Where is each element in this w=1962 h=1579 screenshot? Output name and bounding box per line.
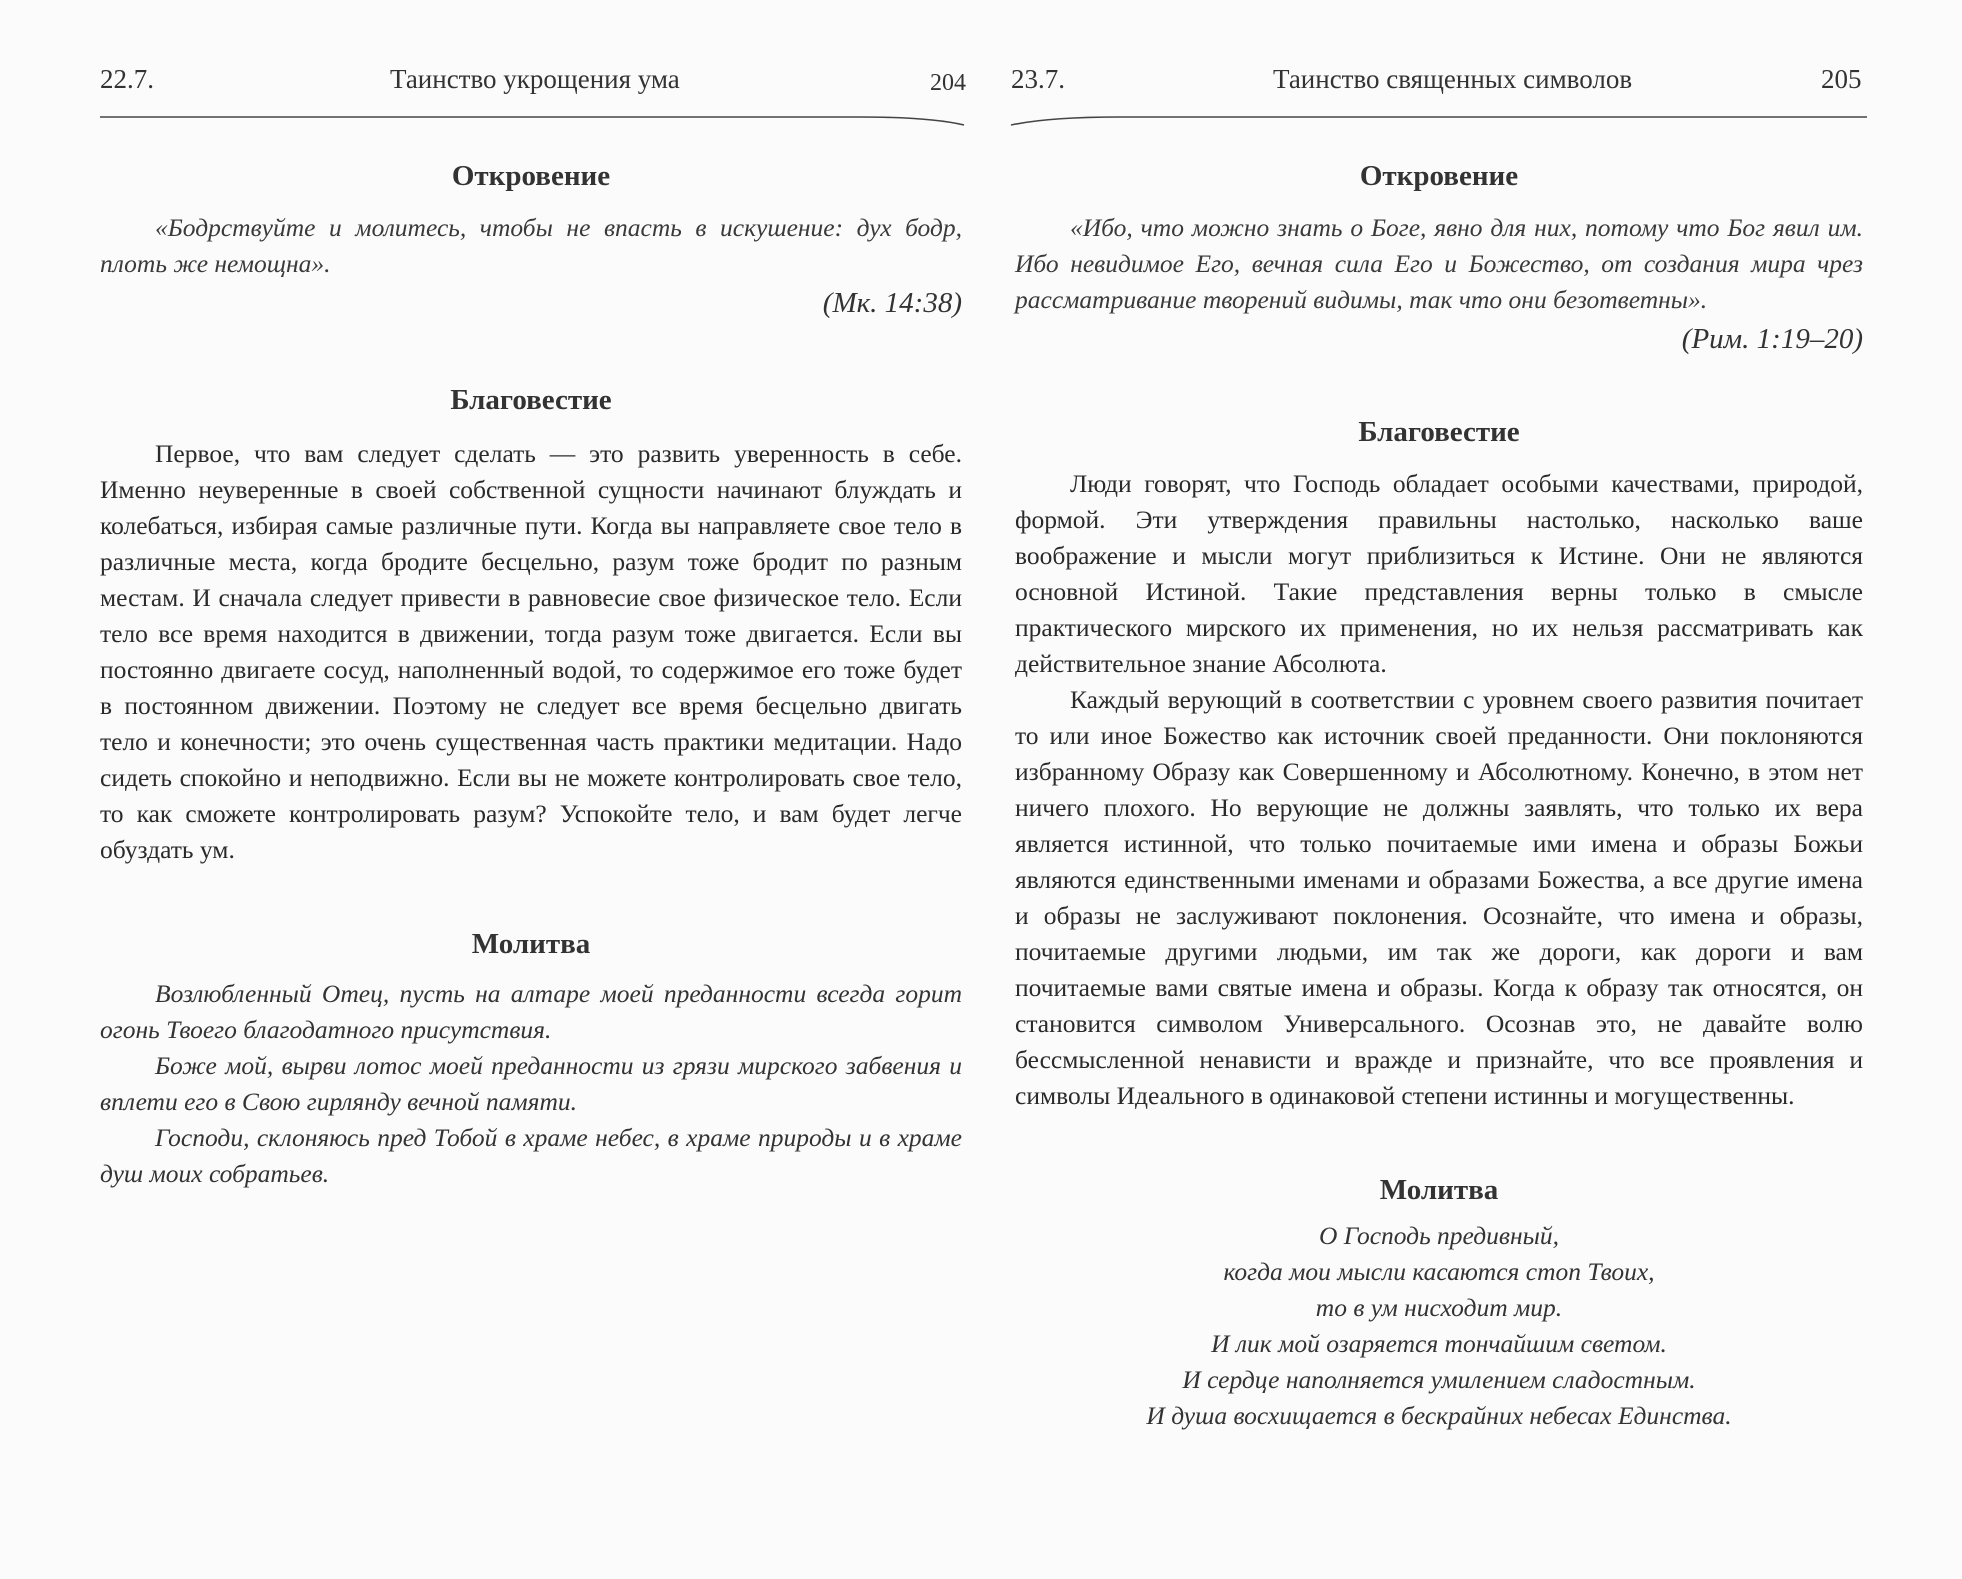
left-prayer-heading: Молитва [471, 928, 591, 960]
poem-line: то в ум нисходит мир. [1315, 1293, 1563, 1322]
right-prayer-poem [1015, 1218, 1863, 1434]
right-gospel-paragraph: Люди говорят, что Господь обладает особыми качествами, природой, формой. Эти утверждения правильны настолько, насколько ваше воображение и мысли могут приблизиться к Истине. Они не являются основной Истиной. Такие представления верны только в смысле практического мирского их применения, но их нельзя рассматривать как действительное знание Абсолюта. [1015, 469, 1863, 678]
left-prayer-paragraph: Господи, склоняюсь пред Тобой в храме небес, в храме природы и в храме душ моих собратьев. [100, 1123, 962, 1188]
left-gospel-paragraph: Первое, что вам следует сделать — это развить уверенность в себе. Именно неуверенные в своей собственной сущности начинают блуждать и колебаться, избирая самые различные пути. Когда вы направляете свое тело в различные места, когда бродите бесцельно, разум тоже бродит по разным местам. И сначала следует привести в равновесие свое физическое тело. Если тело все время находится в движении, тогда разум тоже двигается. Если вы постоянно двигаете сосуд, наполненный водой, то содержимое его тоже будет в постоянном движении. Поэтому не следует все время бесцельно двигать тело и конечности; это очень существенная часть практики медитации. Надо сидеть спокойно и неподвижно. Если вы не можете контролировать свое тело, то как сможете контролировать разум? Успокойте тело, и вам будет легче обуздать ум. [100, 439, 962, 864]
left-gospel-heading: Благовестие [450, 384, 612, 416]
right-running-header [1011, 64, 1863, 108]
left-header-rule [100, 112, 966, 128]
left-section-number: 22.7. [100, 64, 154, 94]
left-revelation-quote: «Бодрствуйте и молитесь, чтобы не впасть в искушение: дух бодр, плоть же немощна». [100, 213, 962, 278]
right-gospel-paragraph: Каждый верующий в соответствии с уровнем своего развития почитает то или иное Божество как источник своей преданности. Они поклоняются избранному Образу как Совершенному и Абсолютному. Конечно, в этом нет ничего плохого. Но верующие не должны заявлять, что только их вера является истинной, что только почитаемые ими имена и образы Божьи являются единственными именами и образами Божества, а все другие имена и образы не заслуживают поклонения. Осознайте, что имена и образы, почитаемые другими людьми, им так же дороги, как дороги и вам почитаемые вами святые имена и образы. Когда к образу так относятся, он становится символом Универсального. Осознав это, не давайте волю бессмысленной ненависти и вражде и признайте, что все проявления и символы Идеального в одинаковой степени истинны и могущественны. [1015, 685, 1863, 1110]
left-content [100, 150, 962, 1192]
right-prayer-heading: Молитва [1379, 1174, 1499, 1206]
right-revelation-heading: Откровение [1359, 160, 1519, 192]
left-prayer-paragraph: Боже мой, вырви лотос моей преданности из грязи мирского забвения и вплети его в Свою гирлянду вечной памяти. [100, 1051, 962, 1116]
left-revelation-heading: Откровение [451, 160, 611, 192]
poem-line: когда мои мысли касаются стоп Твоих, [1223, 1257, 1655, 1286]
right-content [1015, 150, 1863, 1434]
right-section-number: 23.7. [1011, 64, 1065, 94]
left-revelation-reference: (Мк. 14:38) [822, 287, 962, 319]
poem-line: И сердце наполняется умилением сладостным. [1182, 1365, 1696, 1394]
right-header-rule [1009, 112, 1869, 128]
right-header-title: Таинство священных символов [1273, 64, 1633, 94]
left-prayer-paragraph: Возлюбленный Отец, пусть на алтаре моей преданности всегда горит огонь Твоего благодатного присутствия. [100, 979, 962, 1044]
right-page-number: 205 [1821, 64, 1862, 94]
poem-line: И душа восхищается в бескрайних небесах Единства. [1146, 1401, 1732, 1430]
left-running-header [100, 64, 966, 108]
right-revelation-reference: (Рим. 1:19–20) [1681, 323, 1863, 355]
poem-line: И лик мой озаряется тончайшим светом. [1211, 1329, 1667, 1358]
right-revelation-quote: «Ибо, что можно знать о Боге, явно для них, потому что Бог явил им. Ибо невидимое Его, вечная сила Его и Божество, от создания мира чрез рассматривание творений видимы, так что они безответны». [1015, 213, 1863, 314]
left-header-title: Таинство укрощения ума [390, 64, 680, 94]
right-page [981, 0, 1962, 1579]
right-gospel-heading: Благовестие [1358, 416, 1520, 448]
left-page-number: 204 [930, 70, 966, 96]
poem-line: О Господь предивный, [1318, 1221, 1560, 1250]
